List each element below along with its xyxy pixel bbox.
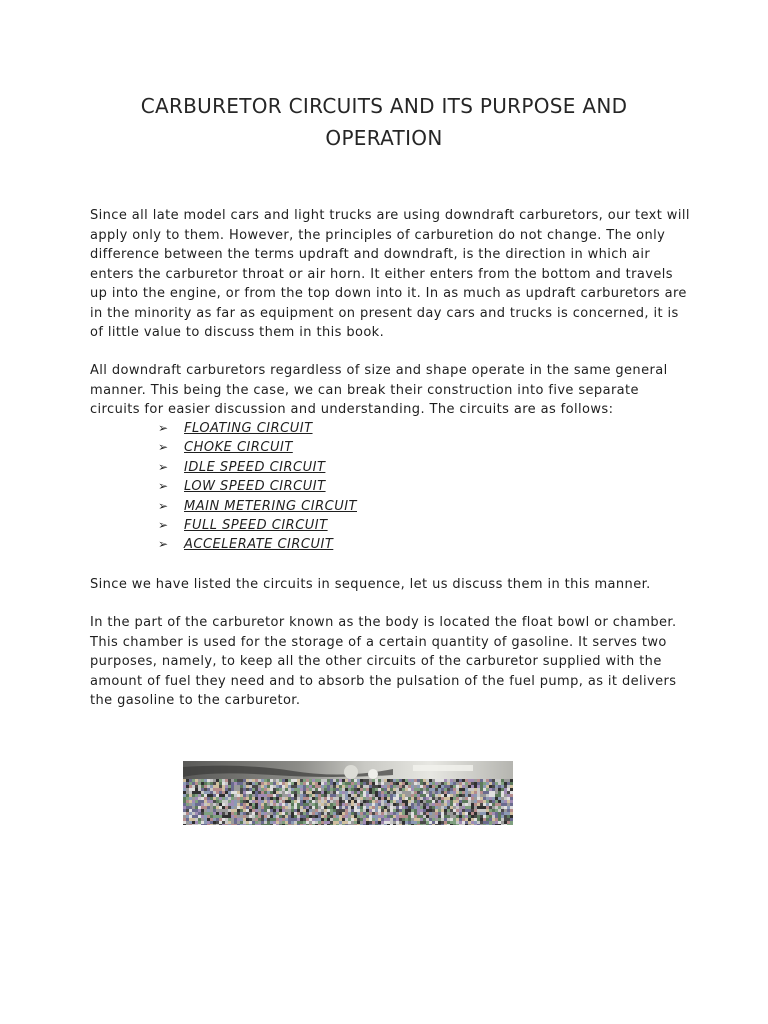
list-item bbox=[158, 458, 357, 477]
carburetor-photo bbox=[183, 761, 513, 825]
paragraph-intro: Since all late model cars and light trucks are using downdraft carburetors, our text will apply only to them. However, the principles of carburetion do not change. The only difference between the terms updraft and downdraft, is the direction in which air enters the carburetor throat or air horn. It either enters from the bottom and travels up into the engine, or from the top down into it. In as much as updraft carburetors are in the minority as far as equipment on present day cars and trucks is concerned, it is of little value to discuss them in this book. bbox=[90, 208, 690, 340]
paragraph-sequence: Since we have listed the circuits in sequence, let us discuss them in this manner. bbox=[90, 577, 651, 592]
arrow-bullet-icon: ➢ bbox=[158, 440, 169, 455]
document-title bbox=[90, 90, 678, 154]
circuit-label: FULL SPEED CIRCUIT bbox=[184, 517, 328, 533]
list-item bbox=[158, 516, 357, 535]
circuit-list bbox=[158, 419, 357, 555]
circuit-label: FLOATING CIRCUIT bbox=[184, 421, 313, 436]
list-item bbox=[158, 497, 357, 516]
list-item bbox=[158, 535, 357, 554]
list-item bbox=[158, 438, 357, 457]
list-item bbox=[158, 477, 357, 496]
arrow-bullet-icon: ➢ bbox=[158, 421, 169, 435]
arrow-bullet-icon: ➢ bbox=[158, 459, 169, 474]
paragraph-circuits-intro: All downdraft carburetors regardless of size and shape operate in the same general manner. This being the case, we can break their construction into five separate circuits for easier discussion and understanding. The circuits are as follows: bbox=[90, 363, 668, 417]
circuit-label: CHOKE CIRCUIT bbox=[184, 440, 293, 456]
circuit-label: ACCELERATE CIRCUIT bbox=[184, 537, 334, 553]
circuit-label: LOW SPEED CIRCUIT bbox=[184, 479, 326, 495]
arrow-bullet-icon: ➢ bbox=[158, 537, 169, 552]
list-item bbox=[158, 419, 357, 438]
title-line-1: CARBURETOR CIRCUITS AND ITS PURPOSE AND bbox=[140, 94, 628, 118]
paragraph-float-bowl: In the part of the carburetor known as the body is located the float bowl or chamber. This chamber is used for the storage of a certain quantity of gasoline. It serves two purposes, namely, to keep all the other circuits of the carburetor supplied with the amount of fuel they need and to absorb the pulsation of the fuel pump, as it delivers the gasoline to the carburetor. bbox=[90, 615, 677, 708]
arrow-bullet-icon: ➢ bbox=[158, 498, 169, 513]
arrow-bullet-icon: ➢ bbox=[158, 517, 169, 532]
title-line-2: OPERATION bbox=[325, 126, 443, 150]
circuit-label: MAIN METERING CIRCUIT bbox=[184, 498, 357, 514]
arrow-bullet-icon: ➢ bbox=[158, 479, 169, 494]
circuit-label: IDLE SPEED CIRCUIT bbox=[184, 459, 326, 475]
